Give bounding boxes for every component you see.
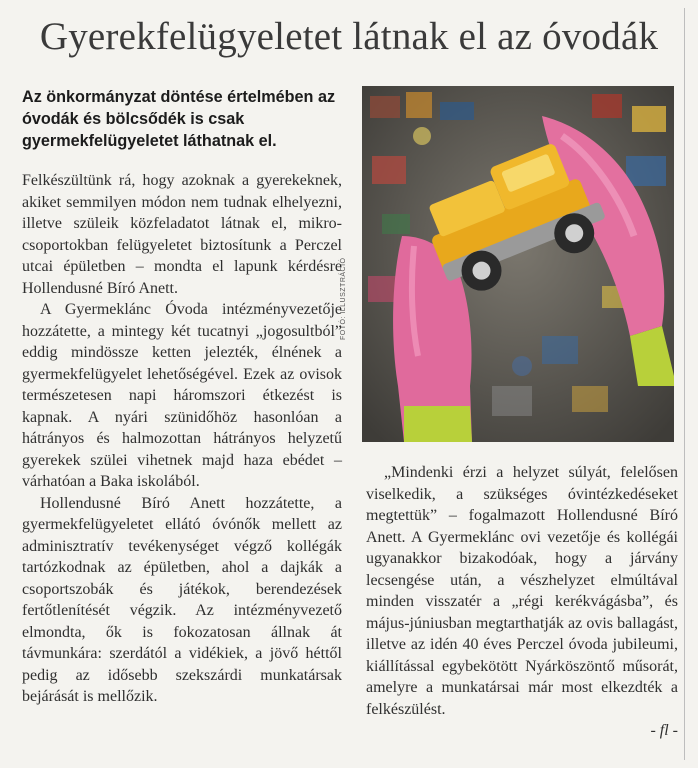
article-lead: Az önkormányzat döntése értelmében az óvodák és bölcsődék is csak gyermekfelügyeletet láthatnak el. (22, 88, 336, 150)
article-paragraph: A Gyermeklánc Óvoda intézményvezetője hozzátette, a mintegy két tucatnyi „jogosultból” eddig mindössze ketten jelezték, élnének a gyermekfelügyelet lehetőségével. Ezek az ovisok természetesen napi háromszori étkezést is kapnak. A nyári szünidőhöz hasonlóan a hátrányos és halmozottan hátrányos helyzetű gyerekek szülei vihetnek majd haza ebédet – várhatóan a Baka iskolából. (22, 301, 342, 490)
column-rule (684, 8, 685, 760)
photo-credit: FOTÓ: ILLUSZTRÁCIÓ (340, 257, 347, 340)
article-column-right (366, 462, 678, 742)
article-paragraph: „Mindenki érzi a helyzet súlyát, felelősen viselkedik, a szükséges óvintézkedéseket megtettük” – fogalmazott Hollendusné Bíró Anett. A Gyermeklánc ovi vezetője és kollégái ugyanakkor bizakodóak, hogy a járvány lecsengése után, a vészhelyzet elmúltával minden visszatér a „régi kerékvágásba”, és május-júniusban megtarthatják az ovis ballagást, illetve az idén 40 éves Perczel óvoda jubileumi, kiállítással egybekötött Nyárköszöntő műsorát, amelyre a munkatársai már most elkezdték a felkészülést. (366, 464, 678, 718)
article-paragraph: Hollendusné Bíró Anett hozzátette, a gyermekfelügyeletet ellátó óvónők mellett az adminisztratív tevékenységet végző kollégák tartózkodnak az épületben, ahol a dajkák a csoportszobák és játékok, berendezések fertőtlenítését végzik. Az intézményvezető elmondta, ők is fokozatosan állnak át távmunkára: szerdától a vidékiek, a jövő héttől pedig az idősebb szekszárdi munkatársak bejárását is mellőzik. (22, 494, 342, 705)
toy-truck-gloves-image (362, 86, 674, 442)
article-headline: Gyerekfelügyeletet látnak el az óvodák (39, 15, 659, 58)
article-paragraph: Felkészültünk rá, hogy azoknak a gyerekeknek, akiket semmilyen módon nem tudnak elhelyezni, illetve szüleik közfeladatot látnak el, mikro-csoportokban felügyeletet biztosítunk a Perczel utcai épületben – mondta el lapunk kérdésre Hollendusné Bíró Anett. (22, 172, 342, 297)
article-column-left (22, 170, 342, 708)
article-photo (362, 86, 674, 442)
author-signature: - fl - (650, 722, 678, 739)
